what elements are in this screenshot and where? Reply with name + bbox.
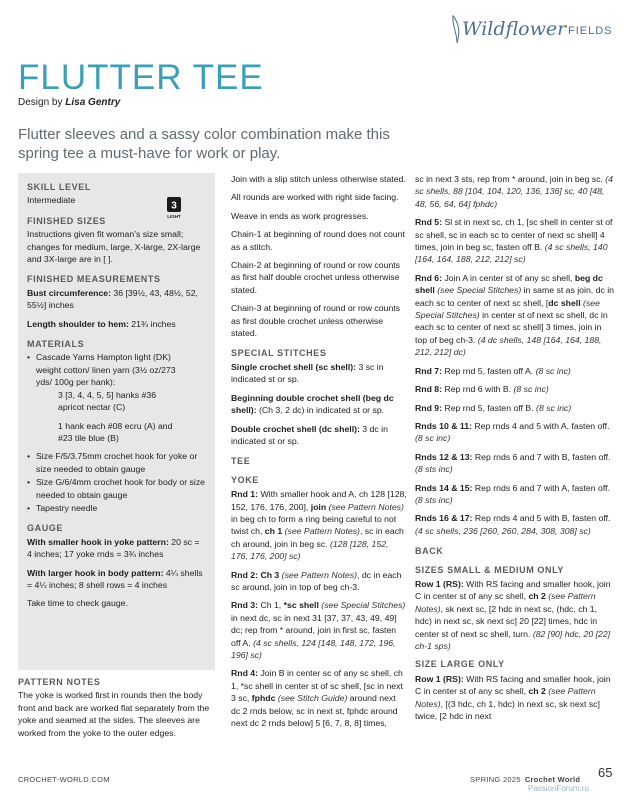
round-text: Rep rnd 5, fasten off B. xyxy=(442,402,537,413)
list-item: • Tapestry needle xyxy=(27,502,206,514)
round-6 xyxy=(415,272,615,359)
stitch-label: Single crochet shell (sc shell): xyxy=(231,361,357,372)
skill-heading: SKILL LEVEL xyxy=(27,182,91,192)
row-label: Row 1 (RS): xyxy=(415,578,464,589)
round-label: Rnds 16 & 17: xyxy=(415,513,473,524)
round-count: (128 [128, 152, 176, 176, 200] sc) xyxy=(231,538,389,562)
round-text: in same st as join, dc in each sc to center of next sc shell, [ xyxy=(415,285,614,308)
round-label: Rnd 4: xyxy=(231,668,259,679)
list-item: • Size F/5/3.75mm crochet hook for yoke or size needed to obtain gauge xyxy=(27,450,206,475)
round-label: Rnd 1: xyxy=(231,489,259,500)
round-text: , sc in each ch around, join in beg sc. xyxy=(231,526,404,549)
stitch-sc-shell xyxy=(231,361,407,386)
round-4-cont xyxy=(415,173,615,210)
note-paragraph: Chain-1 at beginning of round does not count as a stitch. xyxy=(231,229,405,252)
length-measurement xyxy=(27,318,206,330)
note-paragraph: Join with a slip stitch unless otherwise stated. xyxy=(231,174,406,184)
row-ref: (see Pattern Notes) xyxy=(415,686,596,709)
round-bold: beg dc shell xyxy=(415,272,603,296)
gauge-body-label: With larger hook in body pattern: xyxy=(27,567,164,578)
row-text: , [(3 hdc, ch 1, hdc) in next sc, sk next sc] twice, [2 hdc in next xyxy=(415,698,600,722)
stitch-text: 3 dc in indicated st or sp. xyxy=(231,423,388,446)
round-ref: (see Pattern Notes) xyxy=(326,501,404,512)
round-label: Rnd 2: Ch 3 xyxy=(231,569,280,580)
round-ref: (see Special Stitches) xyxy=(318,600,406,611)
footer-website: CROCHET-WORLD.COM xyxy=(18,775,110,784)
round-count: (4 sc shells, 88 [104, 104, 120, 136, 136] sc, 40 [48, 48, 56, 64, 64] fphdc) xyxy=(415,174,613,209)
size-large-heading: SIZE LARGE ONLY xyxy=(415,659,505,670)
skill-level: Intermediate xyxy=(27,195,76,206)
designer-name: Lisa Gentry xyxy=(65,97,121,108)
round-text: sc in next 3 sts, rep from * around, join in beg sc. xyxy=(415,174,606,184)
brand-logo xyxy=(450,14,625,48)
round-text: Rep rnd 5, fasten off A. xyxy=(442,365,536,376)
gauge-heading: GAUGE xyxy=(27,523,64,534)
round-text: With smaller hook and A, ch 128 [128, 152, 176, 176, 200], xyxy=(231,489,407,512)
info-sidebar xyxy=(18,173,215,670)
gauge-note: Take time to check gauge. xyxy=(27,598,128,609)
round-text: Rep rnds 4 and 5 with B, fasten off. xyxy=(472,513,611,524)
page-title: FLUTTER TEE xyxy=(18,58,264,97)
round-text: Rep rnd 6 with B. xyxy=(442,384,514,395)
round-label: Rnd 8: xyxy=(415,384,443,395)
length-value: 21¾ inches xyxy=(128,318,176,329)
round-bold: fphdc xyxy=(251,693,276,704)
round-count: (8 sts inc) xyxy=(415,464,453,475)
gauge-yoke xyxy=(27,536,206,561)
length-label: Length shoulder to hem: xyxy=(27,318,129,329)
round-count: (8 sc inc) xyxy=(415,433,451,444)
round-text: Ch 1, xyxy=(258,600,284,611)
bust-value: 36 [39½, 43, 48½, 52, 55½] inches xyxy=(27,287,198,311)
material-yarn-c: 3 [3, 4, 4, 5, 5] hanks #36 apricot nectar (C) xyxy=(58,389,157,413)
stitch-text: (Ch 3, 2 dc) in indicated st or sp. xyxy=(256,405,385,416)
row-text: , sk next sc, [2 hdc in next sc, (hdc, ch 1, hdc) in next sc, sk next sc] 20 [22] times, hdc in center st of next sc shell, turn. xyxy=(415,603,598,639)
round-bold: *sc shell xyxy=(283,600,319,611)
stitch-label: Beginning double crochet shell (beg dc shell): xyxy=(231,392,394,416)
brand-script: Wildflower xyxy=(462,18,567,40)
row-bold: ch 2 xyxy=(528,686,546,697)
stitch-dc-shell xyxy=(231,423,407,448)
footer-magazine: Crochet World xyxy=(524,775,581,784)
round-ref: (see Pattern Notes) xyxy=(279,569,358,580)
yarn-weight-number: 3 xyxy=(171,200,177,212)
round-count: (4 sc shells, 140 [164, 164, 188, 212, 212] sc) xyxy=(415,242,608,265)
stitch-beg-dc-shell xyxy=(231,392,407,417)
gauge-yoke-label: With smaller hook in yoke pattern: xyxy=(27,536,169,547)
pattern-notes-heading: PATTERN NOTES xyxy=(18,677,101,687)
round-label: Rnd 9: xyxy=(415,402,443,413)
row-text: With RS facing and smaller hook, join C in center st of any sc shell, xyxy=(415,578,611,602)
pattern-notes xyxy=(18,676,214,745)
round-count: (8 sc inc) xyxy=(536,402,572,413)
round-7 xyxy=(415,365,615,377)
round-3 xyxy=(231,599,407,661)
round-count: (8 sts inc) xyxy=(415,494,453,505)
note-paragraph: Chain-2 at beginning of round or row counts as first half double crochet unless otherwise stated. xyxy=(231,260,401,295)
round-bold: ch 1 xyxy=(264,526,283,537)
material-yarn: Cascade Yarns Hampton light (DK) weight cotton/ linen yarn (3½ oz/273 yds/ 100g per hank): xyxy=(36,352,176,388)
gauge-body-value: 4¼ shells = 4¼ inches; 8 shell rows = 4 inches xyxy=(27,567,203,590)
row-count: (82 [90] hdc, 20 [22] ch-1 sps) xyxy=(415,628,611,651)
row-1-large xyxy=(415,673,615,723)
measurements-heading: FINISHED MEASUREMENTS xyxy=(27,274,161,285)
round-ref: (see Special Stitches) xyxy=(415,297,600,321)
brand-caps: FIELDS xyxy=(568,25,613,37)
round-text: in beg ch to form a ring being careful to not twist ch, xyxy=(231,513,397,537)
round-count: (4 sc shells, 236 [260, 260, 284, 308, 308] sc) xyxy=(415,525,591,536)
sizes-small-medium-heading: SIZES SMALL & MEDIUM ONLY xyxy=(415,564,565,575)
page-number: 65 xyxy=(598,765,613,780)
note-paragraph: Chain-3 at beginning of round or row counts as first double crochet unless otherwise stated. xyxy=(231,303,401,339)
round-ref: (see Pattern Notes) xyxy=(282,526,360,537)
round-9 xyxy=(415,402,615,414)
material-yarn-ab: 1 hank each #08 ecru (A) and #23 tile blue (B) xyxy=(58,420,173,443)
yarn-weight-word: LIGHT xyxy=(167,214,181,219)
round-text: in center st of next sc shell, dc in each sc to center of next sc shell] 3 times, join in top of beg ch-3. xyxy=(415,310,608,345)
row-label: Row 1 (RS): xyxy=(415,673,464,684)
round-text: , dc in each sc around, join in top of beg ch-3. xyxy=(231,569,402,592)
round-label: Rnds 10 & 11: xyxy=(415,420,472,431)
sizes-text: Instructions given fit woman’s size small; changes for medium, large, X-large, 2X-large and 3X-large are in [ ]. xyxy=(27,229,201,265)
materials-heading: MATERIALS xyxy=(27,339,85,350)
tee-heading: TEE xyxy=(231,456,251,467)
round-text: around next dc 2 rnds below, sc in next st, fphdc around next dc 2 rnds below] 5 [6, 7, 8, 8] times, xyxy=(231,693,398,729)
round-text: Rep rnds 6 and 7 with B, fasten off. xyxy=(472,451,611,462)
round-8 xyxy=(415,383,615,395)
round-1 xyxy=(231,488,407,562)
round-ref: (see Special Stitches) xyxy=(434,285,522,296)
rounds-12-13 xyxy=(415,451,615,476)
materials-list xyxy=(27,351,206,514)
round-text: Sl st in next sc, ch 1, [sc shell in center st of sc shell, sc in each sc to center of next sc shell] 4 times, join in beg sc, fasten off B. xyxy=(415,217,613,253)
round-count: (4 dc shells, 148 [164, 164, 188, 212, 212] dc) xyxy=(415,334,602,358)
special-stitches-heading: SPECIAL STITCHES xyxy=(231,348,327,359)
round-bold: dc shell xyxy=(548,297,581,308)
round-2 xyxy=(231,569,407,594)
round-label: Rnd 7: xyxy=(415,365,443,376)
rounds-16-17 xyxy=(415,512,615,537)
stitch-text: 3 sc in indicated st or sp. xyxy=(231,361,384,385)
back-heading: BACK xyxy=(415,546,444,557)
round-label: Rnd 5: xyxy=(415,217,443,228)
round-count: (8 sc inc) xyxy=(513,384,549,395)
bust-label: Bust circumference: xyxy=(27,287,112,298)
note-paragraph: Weave in ends as work progresses. xyxy=(231,210,369,221)
bust-measurement xyxy=(27,287,206,312)
round-text: Join B in center sc of any sc shell, ch 1, *sc shell in center st of sc shell, [sc in next 3 sc, xyxy=(231,668,403,704)
round-text: Join A in center st of any sc shell, xyxy=(442,272,575,283)
round-label: Rnds 14 & 15: xyxy=(415,482,473,493)
round-text: Rep rnds 6 and 7 with A, fasten off. xyxy=(472,482,610,493)
round-ref: (see Stitch Guide) xyxy=(275,693,348,704)
intro-text: Flutter sleeves and a sassy color combination make this spring tee a must-have for work or play. xyxy=(18,126,390,162)
byline-prefix: Design by xyxy=(18,97,66,108)
round-text: in next dc, sc in next 31 [37, 37, 43, 49, 49] dc; rep from * around, join in first sc, fasten off A. xyxy=(231,612,397,648)
watermark: PassionForum.ru xyxy=(528,784,589,793)
gauge-yoke-value: 20 sc = 4 inches; 17 yoke rnds = 3¾ inches xyxy=(27,536,200,560)
row-1-small-medium xyxy=(415,578,615,652)
rounds-10-11 xyxy=(415,420,615,445)
round-text: Rep rnds 4 and 5 with A, fasten off. xyxy=(471,420,610,431)
round-label: Rnds 12 & 13: xyxy=(415,451,473,462)
round-bold: join xyxy=(310,501,327,512)
column-2 xyxy=(231,173,407,735)
round-count: (4 sc shells, 124 [148, 148, 172, 196, 196] sc) xyxy=(231,637,396,660)
row-bold: ch 2 xyxy=(528,591,546,602)
sizes-heading: FINISHED SIZES xyxy=(27,215,106,226)
round-label: Rnd 3: xyxy=(231,600,259,611)
gauge-body xyxy=(27,567,206,592)
stitch-label: Double crochet shell (dc shell): xyxy=(231,423,360,434)
footer-issue xyxy=(470,775,580,784)
column-3 xyxy=(415,173,615,728)
yarn-weight-icon xyxy=(165,196,183,220)
list-item xyxy=(27,351,206,444)
round-5 xyxy=(415,216,615,266)
row-text: With RS facing and smaller hook, join C in center st of any sc shell, xyxy=(415,673,611,697)
footer-season: SPRING 2025 xyxy=(470,775,521,784)
pattern-notes-text: The yoke is worked first in rounds then the body front and back are worked flat separately from the yoke and seamed at the sides. The sleeves are worked from the yoke to the outer edges. xyxy=(18,690,210,738)
round-count: (8 sc inc) xyxy=(535,365,571,376)
row-ref: (see Pattern Notes) xyxy=(415,591,596,614)
rounds-14-15 xyxy=(415,482,615,507)
list-item: • Size G/6/4mm crochet hook for body or size needed to obtain gauge xyxy=(27,476,206,501)
round-4 xyxy=(231,667,407,729)
byline xyxy=(18,97,120,108)
round-label: Rnd 6: xyxy=(415,272,443,283)
yoke-heading: YOKE xyxy=(231,474,259,485)
note-paragraph: All rounds are worked with right side facing. xyxy=(231,192,399,203)
